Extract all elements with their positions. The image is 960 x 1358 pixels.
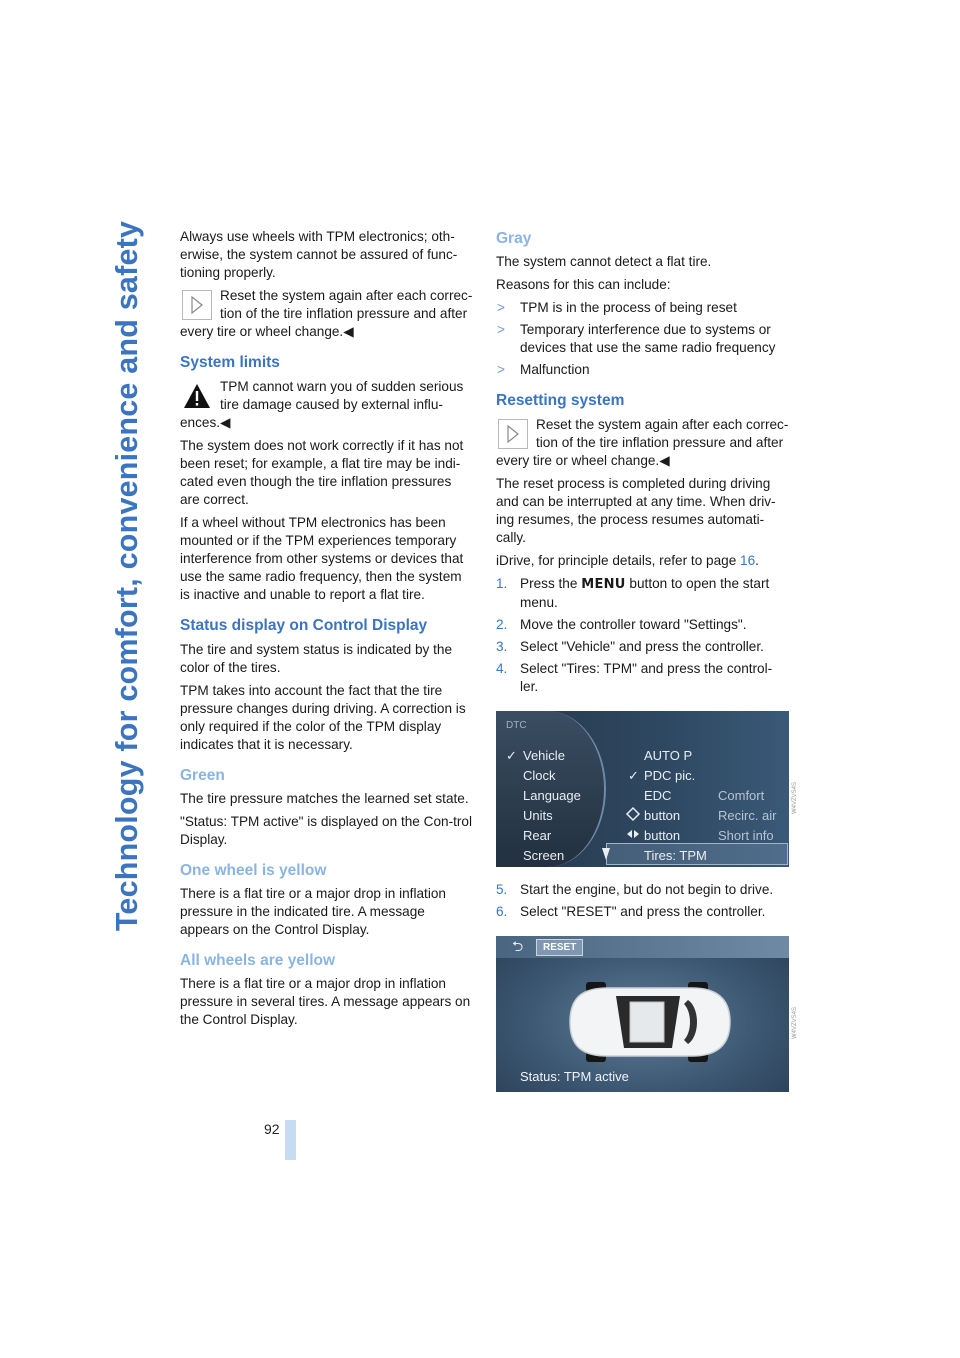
paragraph: The system cannot detect a flat tire. [496, 254, 712, 269]
list-item: > Temporary interference due to systems or devices that use the same radio frequency [497, 322, 776, 355]
menu-item-button: button [644, 828, 681, 843]
image-code: W4VZVS4S [791, 1006, 798, 1040]
list-item: 6. Select "RESET" and press the controller. [496, 904, 766, 919]
arrow-down-icon [600, 847, 612, 866]
list-item: 5. Start the engine, but do not begin to drive. [496, 882, 774, 897]
paragraph: TPM takes into account the fact that the tire pressure changes during driving. A correction is only required if the color of the TPM display indicates that it is necessary. [180, 683, 466, 752]
menu-item-units: Units [523, 808, 553, 823]
menu-item-pdc-pic: PDC pic. [644, 768, 696, 783]
menu-item-screen: Screen [523, 848, 565, 863]
left-column [180, 228, 474, 1034]
right-column [496, 228, 798, 1106]
list-item: > TPM is in the process of being reset [497, 300, 737, 315]
page-number-bar [285, 1120, 296, 1160]
menu-item-vehicle: Vehicle [523, 748, 565, 763]
menu-item-edc: EDC [644, 788, 672, 803]
paragraph: If a wheel without TPM electronics has been mounted or if the TPM experiences temporary interference from other systems or devices that use the same radio frequency, then the system is inactive and unable to report a flat tire. [180, 515, 464, 602]
note-reset: Reset the system again after each correc-tion of the tire inflation pressure and after every tire or wheel change.◀ [180, 288, 473, 339]
bullet-marker: > [497, 322, 505, 337]
list-item: 1. Press the MENU button to open the start menu. [496, 576, 770, 610]
image-code: W4VZVS4S [791, 781, 798, 815]
bullet-marker: > [497, 362, 505, 377]
heading-all-wheels-yellow: All wheels are yellow [180, 952, 336, 969]
menu-item-comfort: Comfort [718, 788, 765, 803]
paragraph: Reasons for this can include: [496, 277, 671, 292]
list-item: 4. Select "Tires: TPM" and press the control-ler. [496, 661, 773, 694]
heading-system-limits: System limits [180, 354, 280, 371]
control-display-tpm-screenshot [496, 936, 798, 1092]
heading-gray: Gray [496, 230, 532, 247]
back-arrow-icon: ⮌ [512, 938, 524, 954]
note-reset: Reset the system again after each correc-tion of the tire inflation pressure and after every tire or wheel change.◀ [496, 417, 789, 468]
menu-item-recirc-air: Recirc. air [718, 808, 777, 823]
menu-item-short-info: Short info [718, 828, 774, 843]
list-item: > Malfunction [497, 362, 590, 377]
paragraph: There is a flat tire or a major drop in inflation pressure in several tires. A message appears on the Control Display. [180, 976, 471, 1027]
heading-one-wheel-yellow: One wheel is yellow [180, 862, 327, 879]
controller-icon [626, 807, 640, 826]
warning-triangle-icon [182, 381, 212, 411]
paragraph: The tire pressure matches the learned set state. [180, 791, 469, 806]
menu-item-language: Language [523, 788, 581, 803]
paragraph: "Status: TPM active" is displayed on the Con-trol Display. [180, 814, 472, 847]
page-link[interactable]: 16 [740, 553, 756, 568]
steps-list [496, 575, 790, 696]
heading-resetting-system: Resetting system [496, 392, 625, 409]
check-icon: ✓ [628, 768, 639, 783]
reset-button: RESET [536, 939, 583, 956]
menu-item-auto-p: AUTO P [644, 748, 693, 763]
reasons-list [496, 299, 790, 379]
paragraph: There is a flat tire or a major drop in inflation pressure in the indicated tire. A message appears on the Control Display. [180, 886, 446, 937]
menu-item-rear: Rear [523, 828, 552, 843]
heading-status-display: Status display on Control Display [180, 617, 428, 634]
paragraph: Always use wheels with TPM electronics; oth-erwise, the system cannot be assured of func-tioning properly. [180, 229, 458, 280]
note-arrow-icon [182, 290, 212, 320]
check-icon: ✓ [506, 748, 517, 763]
page-number: 92 [264, 1121, 280, 1137]
menu-item-clock: Clock [523, 768, 556, 783]
menu-item-tires-tpm: Tires: TPM [644, 848, 707, 863]
paragraph: The reset process is completed during driving and can be interrupted at any time. When driv-ing resumes, the process resumes automati-cally. [496, 476, 776, 545]
control-display-settings-screenshot [496, 711, 798, 867]
note-arrow-icon [498, 419, 528, 449]
list-item: 2. Move the controller toward "Settings". [496, 617, 747, 632]
paragraph: The tire and system status is indicated by the color of the tires. [180, 642, 453, 675]
paragraph: iDrive, for principle details, refer to page 16. [496, 553, 759, 568]
list-item: 3. Select "Vehicle" and press the controller. [496, 639, 764, 654]
section-title: Technology for comfort, convenience and safety [110, 220, 144, 932]
menu-item-button: button [644, 808, 681, 823]
menu-header: DTC [506, 720, 527, 731]
menu-key-label: MENU [581, 577, 626, 592]
tpm-status-text: Status: TPM active [520, 1069, 629, 1084]
steps-list [496, 881, 790, 921]
heading-green: Green [180, 767, 225, 784]
bullet-marker: > [497, 300, 505, 315]
warning-note: TPM cannot warn you of sudden serious tire damage caused by external influ-ences.◀ [180, 379, 464, 430]
vehicle-top-view-image [560, 978, 736, 1066]
paragraph: The system does not work correctly if it has not been reset; for example, a flat tire may be indi-cated even though the tire inflation pressures are correct. [180, 438, 464, 507]
